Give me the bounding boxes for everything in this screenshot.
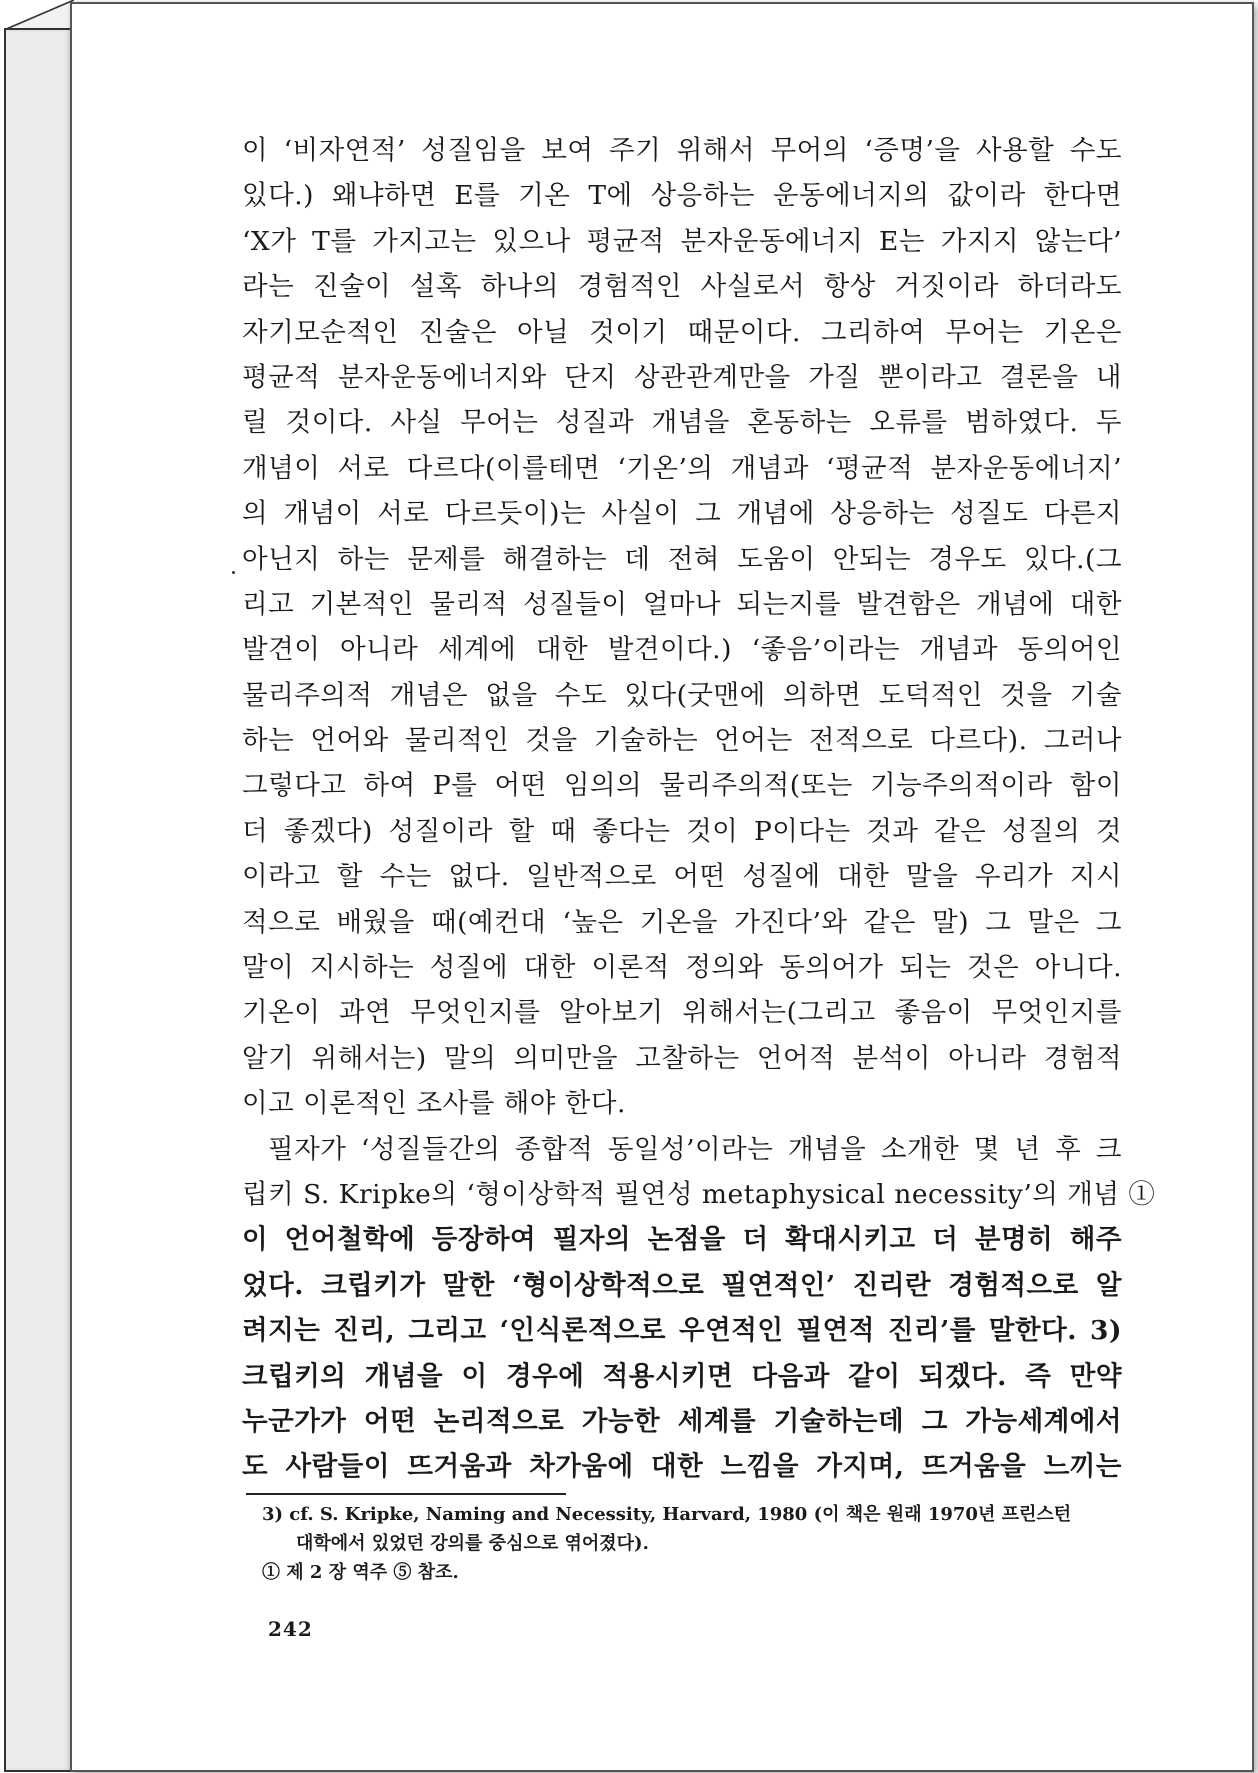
footnote-3-continued: 대학에서 있었던 강의를 중심으로 엮어졌다). (296, 1533, 649, 1554)
text-line: 리고 기본적인 물리적 성질들이 얼마나 되는지를 발견함은 개념에 대한 (242, 588, 1122, 620)
text-line: 개념이 서로 다르다(이를테면 ‘기온’의 개념과 ‘평균적 분자운동에너지’ (242, 452, 1122, 484)
text-line: 발견이 아니라 세계에 대한 발견이다.) ‘좋음’이라는 개념과 동의어인 (242, 634, 1122, 666)
footnote-translator: ① 제 2 장 역주 ⑤ 참조. (262, 1562, 459, 1583)
text-line: 있다.) 왜냐하면 E를 기온 T에 상응하는 운동에너지의 값이라 한다면 (242, 180, 1122, 212)
text-line: 려지는 진리, 그리고 ‘인식론적으로 우연적인 필연적 진리’를 말한다. 3) (242, 1315, 1122, 1347)
text-line: 립키 S. Kripke의 ‘형이상학적 필연성 metaphysical necessity’의 개념 ① (242, 1178, 1156, 1210)
text-line: 물리주의적 개념은 없을 수도 있다(굿맨에 의하면 도덕적인 것을 기술 (242, 679, 1122, 711)
text-line: 말이 지시하는 성질에 대한 이론적 정의와 동의어가 되는 것은 아니다. (242, 952, 1122, 984)
footnote-divider (246, 1493, 566, 1495)
text-line: 이라고 할 수는 없다. 일반적으로 어떤 성질에 대한 말을 우리가 지시 (242, 861, 1122, 893)
text-line: 더 좋겠다) 성질이라 할 때 좋다는 것이 P이다는 것과 같은 성질의 것 (242, 815, 1122, 847)
text-line: 기온이 과연 무엇인지를 알아보기 위해서는(그리고 좋음이 무엇인지를 (242, 997, 1122, 1029)
text-line: 릴 것이다. 사실 무어는 성질과 개념을 혼동하는 오류를 범하였다. 두 (242, 407, 1122, 439)
text-line: 었다. 크립키가 말한 ‘형이상학적으로 필연적인’ 진리란 경험적으로 알 (242, 1269, 1122, 1301)
text-line: 평균적 분자운동에너지와 단지 상관관계만을 가질 뿐이라고 결론을 내 (242, 361, 1122, 393)
page-number: 242 (268, 1617, 313, 1641)
text-line: 이고 이론적인 조사를 해야 한다. (242, 1088, 626, 1120)
text-line: 알기 위해서는) 말의 의미만을 고찰하는 언어적 분석이 아니라 경험적 (242, 1042, 1122, 1074)
text-line: 이 언어철학에 등장하여 필자의 논점을 더 확대시키고 더 분명히 해주 (242, 1224, 1122, 1256)
print-speck (232, 571, 235, 574)
text-line: 하는 언어와 물리적인 것을 기술하는 언어는 전적으로 다르다). 그러나 (242, 725, 1122, 757)
text-line: 의 개념이 서로 다르듯이)는 사실이 그 개념에 상응하는 성질도 다른지 (242, 498, 1122, 530)
text-line: 그렇다고 하여 P를 어떤 임의의 물리주의적(또는 기능주의적이라 함이 (242, 770, 1122, 802)
text-line: 라는 진술이 설혹 하나의 경험적인 사실로서 항상 거짓이라 하더라도 (242, 271, 1122, 303)
text-line: ‘X가 T를 가지고는 있으나 평균적 분자운동에너지 E는 가지지 않는다’ (242, 225, 1122, 257)
text-line: 필자가 ‘성질들간의 종합적 동일성’이라는 개념을 소개한 몇 년 후 크 (268, 1133, 1122, 1165)
text-line: 도 사람들이 뜨거움과 차가움에 대한 느낌을 가지며, 뜨거움을 느끼는 (242, 1451, 1122, 1483)
footnotes (262, 1500, 1122, 1587)
book-spine (4, 28, 72, 1772)
footnote-3: 3) cf. S. Kripke, Naming and Necessity, Harvard, 1980 (이 책은 원래 1970년 프린스턴 (262, 1504, 1072, 1525)
text-line: 자기모순적인 진술은 아닐 것이기 때문이다. 그리하여 무어는 기온은 (242, 316, 1122, 348)
book-top-edge (4, 0, 74, 30)
text-line: 아닌지 하는 문제를 해결하는 데 전혀 도움이 안되는 경우도 있다.(그 (242, 543, 1122, 575)
text-line: 적으로 배웠을 때(예컨대 ‘높은 기온을 가진다’와 같은 말) 그 말은 그 (242, 906, 1122, 938)
text-line: 이 ‘비자연적’ 성질임을 보여 주기 위해서 무어의 ‘증명’을 사용할 수도 (242, 135, 1122, 166)
body-text (242, 128, 1156, 1490)
text-line: 누군가가 어떤 논리적으로 가능한 세계를 기술하는데 그 가능세계에서 (242, 1405, 1122, 1437)
text-line: 크립키의 개념을 이 경우에 적용시키면 다음과 같이 되겠다. 즉 만약 (242, 1360, 1122, 1392)
